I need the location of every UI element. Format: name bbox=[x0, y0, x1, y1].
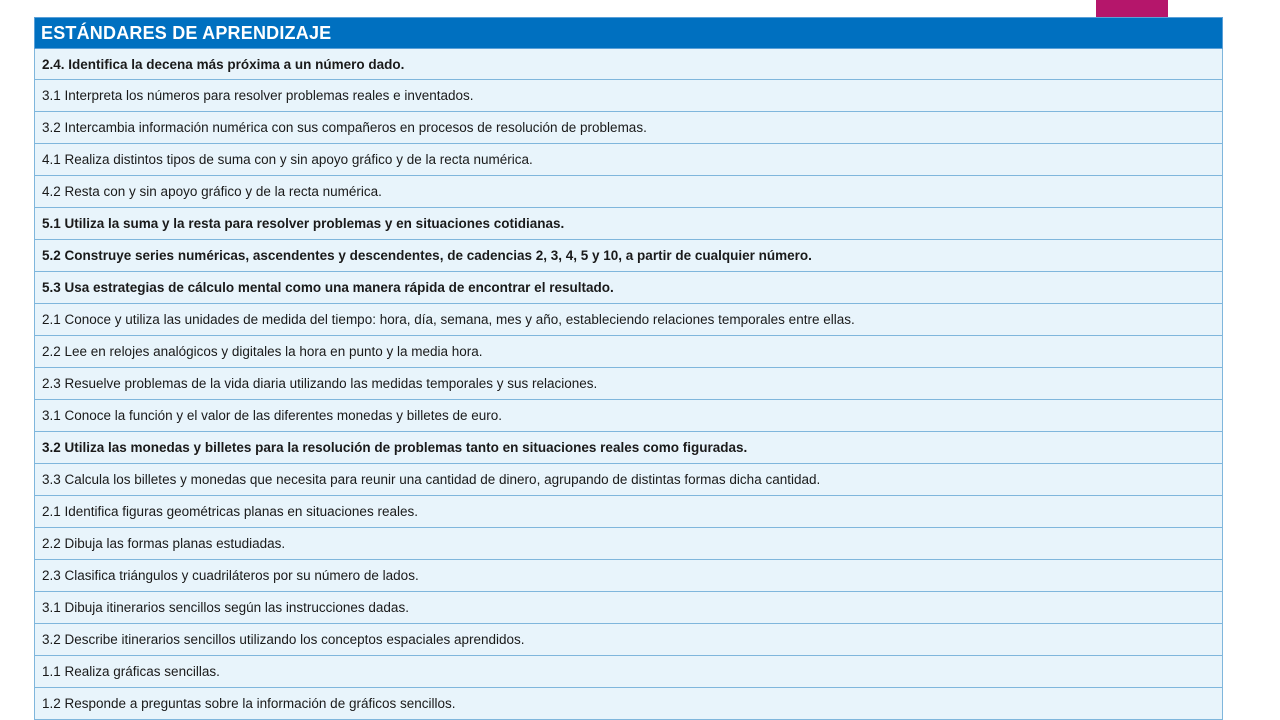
table-row bbox=[35, 208, 1223, 240]
standards-table-container bbox=[34, 17, 1223, 720]
table-row bbox=[35, 80, 1223, 112]
table-row bbox=[35, 112, 1223, 144]
table-row bbox=[35, 592, 1223, 624]
standard-cell: 4.2 Resta con y sin apoyo gráfico y de la recta numérica. bbox=[35, 176, 1223, 208]
standard-cell: 3.1 Conoce la función y el valor de las diferentes monedas y billetes de euro. bbox=[35, 400, 1223, 432]
standard-cell: 3.1 Dibuja itinerarios sencillos según las instrucciones dadas. bbox=[35, 592, 1223, 624]
standard-cell: 2.1 Identifica figuras geométricas planas en situaciones reales. bbox=[35, 496, 1223, 528]
table-row bbox=[35, 144, 1223, 176]
standard-cell: 2.1 Conoce y utiliza las unidades de medida del tiempo: hora, día, semana, mes y año, estableciendo relaciones temporales entre ellas. bbox=[35, 304, 1223, 336]
standard-cell: 2.3 Clasifica triángulos y cuadriláteros por su número de lados. bbox=[35, 560, 1223, 592]
table-row bbox=[35, 560, 1223, 592]
standard-cell: 2.3 Resuelve problemas de la vida diaria utilizando las medidas temporales y sus relaciones. bbox=[35, 368, 1223, 400]
table-row bbox=[35, 400, 1223, 432]
table-row bbox=[35, 49, 1223, 80]
table-row bbox=[35, 688, 1223, 720]
table-header: ESTÁNDARES DE APRENDIZAJE bbox=[35, 18, 1223, 49]
table-row bbox=[35, 304, 1223, 336]
standard-cell: 5.3 Usa estrategias de cálculo mental como una manera rápida de encontrar el resultado. bbox=[35, 272, 1223, 304]
table-header-row bbox=[35, 18, 1223, 49]
accent-tab bbox=[1096, 0, 1168, 18]
table-row bbox=[35, 176, 1223, 208]
table-row bbox=[35, 496, 1223, 528]
standard-cell: 2.2 Dibuja las formas planas estudiadas. bbox=[35, 528, 1223, 560]
table-row bbox=[35, 656, 1223, 688]
standard-cell: 3.2 Intercambia información numérica con sus compañeros en procesos de resolución de problemas. bbox=[35, 112, 1223, 144]
table-row bbox=[35, 368, 1223, 400]
table-row bbox=[35, 240, 1223, 272]
table-row bbox=[35, 272, 1223, 304]
standard-cell: 4.1 Realiza distintos tipos de suma con y sin apoyo gráfico y de la recta numérica. bbox=[35, 144, 1223, 176]
standard-cell: 1.2 Responde a preguntas sobre la información de gráficos sencillos. bbox=[35, 688, 1223, 720]
standard-cell: 1.1 Realiza gráficas sencillas. bbox=[35, 656, 1223, 688]
table-body bbox=[35, 49, 1223, 720]
table-row bbox=[35, 464, 1223, 496]
standard-cell: 2.2 Lee en relojes analógicos y digitales la hora en punto y la media hora. bbox=[35, 336, 1223, 368]
standard-cell: 5.1 Utiliza la suma y la resta para resolver problemas y en situaciones cotidianas. bbox=[35, 208, 1223, 240]
standard-cell: 3.3 Calcula los billetes y monedas que necesita para reunir una cantidad de dinero, agrupando de distintas formas dicha cantidad. bbox=[35, 464, 1223, 496]
standards-table bbox=[34, 17, 1223, 720]
table-row bbox=[35, 528, 1223, 560]
standard-cell: 3.2 Utiliza las monedas y billetes para la resolución de problemas tanto en situaciones reales como figuradas. bbox=[35, 432, 1223, 464]
standard-cell: 3.2 Describe itinerarios sencillos utilizando los conceptos espaciales aprendidos. bbox=[35, 624, 1223, 656]
table-row bbox=[35, 336, 1223, 368]
standard-cell: 2.4. Identifica la decena más próxima a un número dado. bbox=[35, 49, 1223, 80]
table-row bbox=[35, 432, 1223, 464]
table-row bbox=[35, 624, 1223, 656]
standard-cell: 5.2 Construye series numéricas, ascendentes y descendentes, de cadencias 2, 3, 4, 5 y 10, a partir de cualquier número. bbox=[35, 240, 1223, 272]
standard-cell: 3.1 Interpreta los números para resolver problemas reales e inventados. bbox=[35, 80, 1223, 112]
